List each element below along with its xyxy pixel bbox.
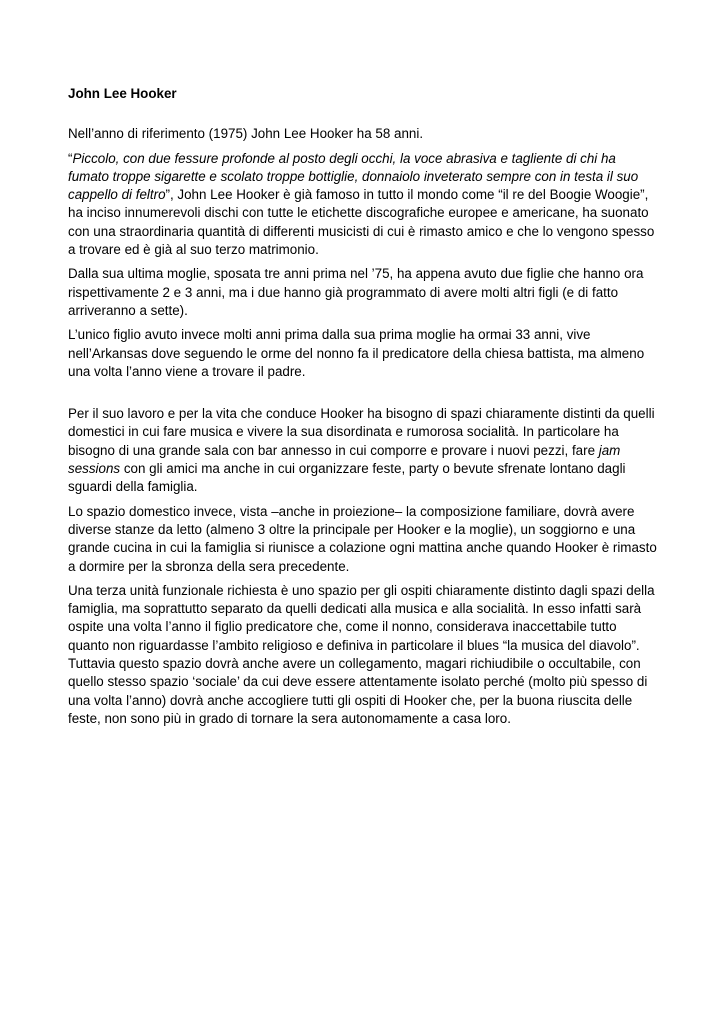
intro-paragraph: Nell’anno di riferimento (1975) John Lee Hooker ha 58 anni. (68, 126, 424, 142)
quote-open-mark: “ (68, 150, 73, 166)
work-text-b: con gli amici ma anche in cui organizzare feste, party o bevute sfrenate lontano dagli sguardi della famiglia. (68, 461, 626, 495)
quote-rest-text: ”, John Lee Hooker è già famoso in tutto il mondo come “il re del Boogie Woogie”, ha inciso innumerevoli dischi con tutte le etichette discografiche europee e americane, ha suonato con una straordinaria quantità di differenti musicisti di cui è rimasto amico e che lo vengono spesso a trovare ed è già al suo terzo matrimonio. (68, 187, 655, 258)
document-title: John Lee Hooker (68, 86, 177, 101)
guests-paragraph: Una terza unità funzionale richiesta è uno spazio per gli ospiti chiaramente distinto dagli spazi della famiglia, ma soprattutto separato da quelli dedicati alla musica e alla socialità. In esso infatti sarà ospite una volta l’anno il figlio predicatore che, come il nonno, considerava inaccettabile tutto quanto non riguardasse l’ambito religioso e definiva in particolare il blues “la musica del diavolo”. Tuttavia questo spazio dovrà anche avere un collegamento, magari richiudibile o occultabile, con quello stesso spazio ‘sociale’ da cui deve essere attentamente isolato perché (molto più spesso di una volta l’anno) dovrà anche accogliere tutti gli ospiti di Hooker che, per la buona riuscita delle feste, non sono più in grado di tornare la sera autonomamente a casa loro. (68, 582, 655, 726)
work-paragraph (68, 405, 660, 496)
son-paragraph: L’unico figlio avuto invece molti anni prima dalla sua prima moglie ha ormai 33 anni, vive nell’Arkansas dove seguendo le orme del nonno fa il predicatore della chiesa battista, ma almeno una volta l’anno viene a trovare il padre. (68, 327, 645, 379)
quote-paragraph (68, 150, 660, 260)
document-page (68, 85, 660, 728)
daughters-paragraph: Dalla sua ultima moglie, sposata tre anni prima nel ’75, ha appena avuto due figlie che hanno ora rispettivamente 2 e 3 anni, ma i due hanno già programmato di avere molti altri figli (e di fatto arriveranno a sette). (68, 266, 644, 318)
quote-italic-text: Piccolo, con due fessure profonde al posto degli occhi, la voce abrasiva e tagliente di chi ha fumato troppe sigarette e scolato troppe bottiglie, donnaiolo inveterato sempre con in testa il suo cappello di feltro (68, 150, 639, 203)
jam-sessions-italic: jam sessions (68, 442, 621, 477)
work-text-a: Per il suo lavoro e per la vita che conduce Hooker ha bisogno di spazi chiaramente distinti da quelli domestici in cui fare musica e vivere la sua disordinata e rumorosa socialità. In particolare ha bisogno di una grande sala con bar annesso in cui comporre e provare i nuovi pezzi, fare (68, 406, 655, 458)
domestic-paragraph: Lo spazio domestico invece, vista –anche in proiezione– la composizione familiare, dovrà avere diverse stanze da letto (almeno 3 oltre la principale per Hooker e la moglie), un soggiorno e una grande cucina in cui la famiglia si riunisce a colazione ogni mattina anche quando Hooker è rimasto a dormire per la sbronza della sera precedente. (68, 503, 657, 574)
